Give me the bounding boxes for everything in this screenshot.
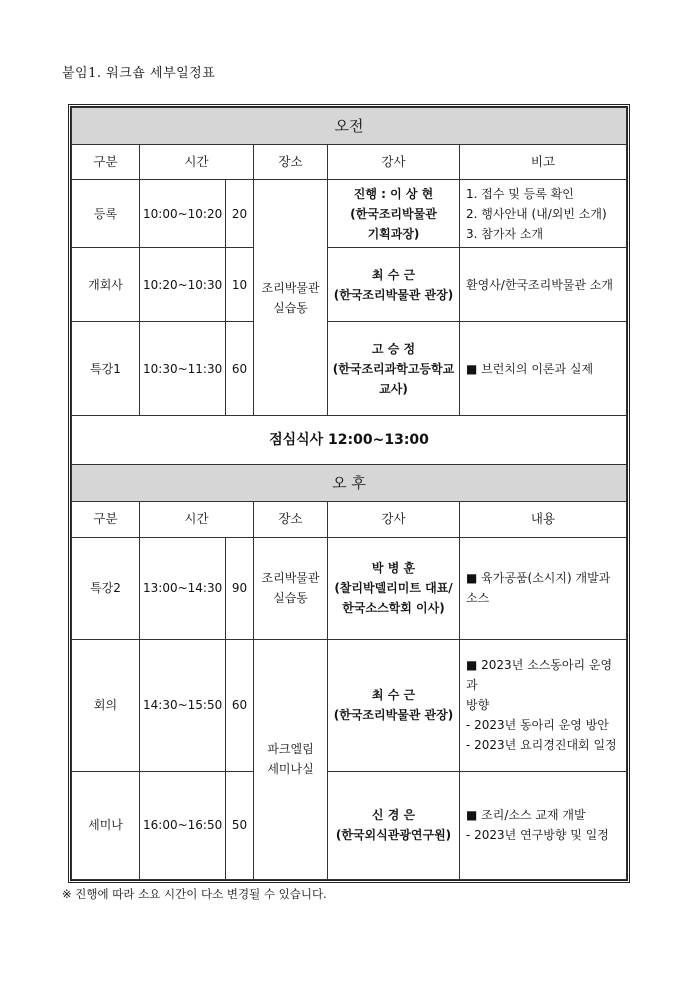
row-type: 등록 (72, 180, 140, 248)
row-note: ■ 브런치의 이론과 실제 (460, 322, 627, 416)
table-row (72, 180, 627, 248)
afternoon-band: 오 후 (72, 465, 627, 502)
row-venue: 조리박물관 실습동 (254, 537, 328, 639)
col-speaker: 강사 (328, 145, 460, 180)
col-time: 시간 (140, 502, 254, 537)
row-mins: 60 (226, 639, 254, 771)
schedule-table (71, 107, 627, 880)
row-mins: 60 (226, 322, 254, 416)
row-type: 세미나 (72, 771, 140, 879)
col-venue: 장소 (254, 502, 328, 537)
row-speaker: 고 승 정 (한국조리과학고등학교 교사) (328, 322, 460, 416)
row-time: 14:30~15:50 (140, 639, 226, 771)
row-mins: 90 (226, 537, 254, 639)
row-speaker: 박 병 훈 (찰리박델리미트 대표/ 한국소스학회 이사) (328, 537, 460, 639)
col-note: 비고 (460, 145, 627, 180)
col-content: 내용 (460, 502, 627, 537)
morning-header-row (72, 145, 627, 180)
morning-band: 오전 (72, 108, 627, 145)
row-note: 1. 접수 및 등록 확인 2. 행사안내 (내/외빈 소개) 3. 참가자 소개 (460, 180, 627, 248)
col-venue: 장소 (254, 145, 328, 180)
row-speaker: 신 경 은 (한국외식관광연구원) (328, 771, 460, 879)
row-type: 회의 (72, 639, 140, 771)
table-row (72, 639, 627, 771)
col-time: 시간 (140, 145, 254, 180)
row-mins: 50 (226, 771, 254, 879)
row-type: 특강2 (72, 537, 140, 639)
footnote: ※ 진행에 따라 소요 시간이 다소 변경될 수 있습니다. (62, 887, 327, 901)
afternoon-header-row (72, 502, 627, 537)
table-row (72, 537, 627, 639)
row-time: 16:00~16:50 (140, 771, 226, 879)
row-speaker: 최 수 근 (한국조리박물관 관장) (328, 639, 460, 771)
table-row (72, 771, 627, 879)
morning-venue: 조리박물관 실습동 (254, 180, 328, 416)
col-speaker: 강사 (328, 502, 460, 537)
row-note: 환영사/한국조리박물관 소개 (460, 248, 627, 322)
table-row (72, 322, 627, 416)
row-time: 13:00~14:30 (140, 537, 226, 639)
afternoon-venue: 파크엘림 세미나실 (254, 639, 328, 879)
row-speaker: 최 수 근 (한국조리박물관 관장) (328, 248, 460, 322)
row-time: 10:20~10:30 (140, 248, 226, 322)
col-type: 구분 (72, 502, 140, 537)
schedule-table-frame (68, 104, 630, 883)
row-mins: 20 (226, 180, 254, 248)
row-time: 10:30~11:30 (140, 322, 226, 416)
attachment-title: 붙임1. 워크숍 세부일정표 (62, 66, 216, 81)
row-type: 특강1 (72, 322, 140, 416)
row-note: ■ 육가공품(소시지) 개발과 소스 (460, 537, 627, 639)
row-note: ■ 2023년 소스동아리 운영과 방향 - 2023년 동아리 운영 방안 - 2023년 요리경진대회 일정 (460, 639, 627, 771)
lunch-row: 점심식사 12:00~13:00 (72, 416, 627, 465)
col-type: 구분 (72, 145, 140, 180)
table-row (72, 248, 627, 322)
row-speaker: 진행 : 이 상 현 (한국조리박물관 기획과장) (328, 180, 460, 248)
row-type: 개회사 (72, 248, 140, 322)
row-note: ■ 조리/소스 교재 개발 - 2023년 연구방향 및 일정 (460, 771, 627, 879)
row-mins: 10 (226, 248, 254, 322)
row-time: 10:00~10:20 (140, 180, 226, 248)
